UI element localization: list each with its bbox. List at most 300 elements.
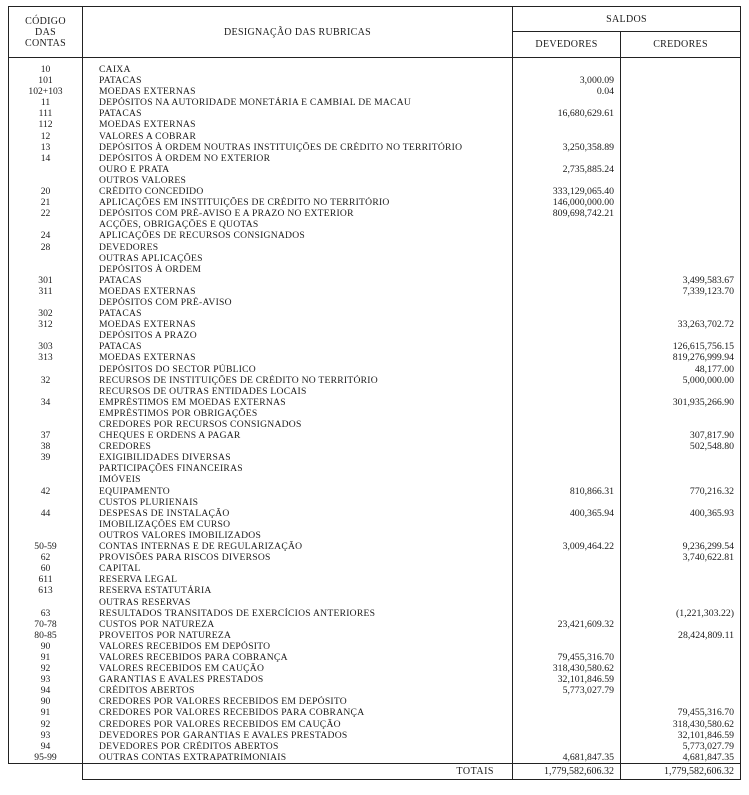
account-designation: CAPITAL xyxy=(83,563,513,574)
credit-balance xyxy=(621,208,741,219)
account-code: 92 xyxy=(9,719,83,730)
table-row xyxy=(9,441,741,452)
credit-balance xyxy=(621,86,741,97)
table-row xyxy=(9,131,741,142)
account-designation: DEPÓSITOS À ORDEM xyxy=(83,264,513,275)
account-designation: CONTAS INTERNAS E DE REGULARIZAÇÃO xyxy=(83,541,513,552)
debit-balance: 4,681,847.35 xyxy=(513,752,621,764)
table-row xyxy=(9,585,741,596)
account-designation: DEPÓSITOS À ORDEM NO EXTERIOR xyxy=(83,153,513,164)
account-designation: DEPÓSITOS COM PRÉ-AVISO xyxy=(83,297,513,308)
debit-balance xyxy=(513,230,621,241)
table-row xyxy=(9,364,741,375)
credit-balance xyxy=(621,97,741,108)
account-code: 95-99 xyxy=(9,752,83,764)
credit-balance xyxy=(621,297,741,308)
account-designation: DEPÓSITOS À ORDEM NOUTRAS INSTITUIÇÕES DE CRÉDITO NO TERRITÓRIO xyxy=(83,142,513,153)
credit-balance: 770,216.32 xyxy=(621,486,741,497)
table-row xyxy=(9,663,741,674)
account-designation: OUTROS VALORES IMOBILIZADOS xyxy=(83,530,513,541)
credit-balance: 5,000,000.00 xyxy=(621,375,741,386)
table-row xyxy=(9,741,741,752)
account-designation: MOEDAS EXTERNAS xyxy=(83,86,513,97)
debit-balance: 0.04 xyxy=(513,86,621,97)
account-code: 70-78 xyxy=(9,619,83,630)
credit-balance xyxy=(621,519,741,530)
account-designation: DEVEDORES POR GARANTIAS E AVALES PRESTADOS xyxy=(83,730,513,741)
account-code: 34 xyxy=(9,397,83,408)
account-code xyxy=(9,497,83,508)
debit-balance xyxy=(513,497,621,508)
debit-balance xyxy=(513,58,621,76)
account-designation: MOEDAS EXTERNAS xyxy=(83,319,513,330)
table-row xyxy=(9,685,741,696)
credit-balance: 3,740,622.81 xyxy=(621,552,741,563)
account-code: 11 xyxy=(9,97,83,108)
credit-balance: 126,615,756.15 xyxy=(621,341,741,352)
debit-balance: 3,000.09 xyxy=(513,75,621,86)
account-designation: PATACAS xyxy=(83,308,513,319)
debit-balance xyxy=(513,719,621,730)
debit-balance xyxy=(513,452,621,463)
table-row xyxy=(9,463,741,474)
account-designation: MOEDAS EXTERNAS xyxy=(83,286,513,297)
account-code xyxy=(9,386,83,397)
table-row xyxy=(9,97,741,108)
credit-balance xyxy=(621,419,741,430)
table-row xyxy=(9,497,741,508)
account-code: 20 xyxy=(9,186,83,197)
table-row xyxy=(9,297,741,308)
debit-balance xyxy=(513,219,621,230)
account-code: 94 xyxy=(9,741,83,752)
table-row xyxy=(9,264,741,275)
debit-balance: 810,866.31 xyxy=(513,486,621,497)
debit-balance xyxy=(513,264,621,275)
table-row xyxy=(9,375,741,386)
account-designation: RESULTADOS TRANSITADOS DE EXERCÍCIOS ANTERIORES xyxy=(83,608,513,619)
table-row xyxy=(9,486,741,497)
debit-balance: 32,101,846.59 xyxy=(513,674,621,685)
credit-balance: 400,365.93 xyxy=(621,508,741,519)
credit-balance xyxy=(621,153,741,164)
account-code: 24 xyxy=(9,230,83,241)
debit-balance: 23,421,609.32 xyxy=(513,619,621,630)
debit-balance xyxy=(513,97,621,108)
account-code: 32 xyxy=(9,375,83,386)
account-code: 42 xyxy=(9,486,83,497)
debit-balance xyxy=(513,364,621,375)
account-code: 613 xyxy=(9,585,83,596)
debit-balance xyxy=(513,597,621,608)
table-row xyxy=(9,597,741,608)
debit-balance: 2,735,885.24 xyxy=(513,164,621,175)
debit-balance: 5,773,027.79 xyxy=(513,685,621,696)
credit-balance: 48,177.00 xyxy=(621,364,741,375)
account-code: 302 xyxy=(9,308,83,319)
debit-balance xyxy=(513,430,621,441)
table-row xyxy=(9,519,741,530)
account-designation: RECURSOS DE INSTITUIÇÕES DE CRÉDITO NO TERRITÓRIO xyxy=(83,375,513,386)
credit-balance xyxy=(621,386,741,397)
debit-balance xyxy=(513,330,621,341)
table-row xyxy=(9,219,741,230)
account-code xyxy=(9,297,83,308)
credit-balance: 79,455,316.70 xyxy=(621,707,741,718)
table-row xyxy=(9,275,741,286)
account-designation: CRÉDITO CONCEDIDO xyxy=(83,186,513,197)
account-designation: EXIGIBILIDADES DIVERSAS xyxy=(83,452,513,463)
account-code: 14 xyxy=(9,153,83,164)
account-designation: MOEDAS EXTERNAS xyxy=(83,352,513,363)
account-code: 37 xyxy=(9,430,83,441)
account-code: 311 xyxy=(9,286,83,297)
account-code: 94 xyxy=(9,685,83,696)
account-code: 62 xyxy=(9,552,83,563)
debit-balance xyxy=(513,641,621,652)
table-row xyxy=(9,574,741,585)
debit-balance: 318,430,580.62 xyxy=(513,663,621,674)
account-code: 301 xyxy=(9,275,83,286)
table-row xyxy=(9,58,741,76)
account-designation: PROVISÕES PARA RISCOS DIVERSOS xyxy=(83,552,513,563)
account-code: 101 xyxy=(9,75,83,86)
account-designation: DEPÓSITOS A PRAZO xyxy=(83,330,513,341)
credit-balance xyxy=(621,652,741,663)
credit-balance xyxy=(621,186,741,197)
account-designation: PROVEITOS POR NATUREZA xyxy=(83,630,513,641)
account-rows xyxy=(9,58,741,764)
debit-balance: 3,009,464.22 xyxy=(513,541,621,552)
account-designation: ACÇÕES, OBRIGAÇÕES E QUOTAS xyxy=(83,219,513,230)
account-code xyxy=(9,463,83,474)
credit-balance: 28,424,809.11 xyxy=(621,630,741,641)
account-designation: OUTRAS RESERVAS xyxy=(83,597,513,608)
account-code: 93 xyxy=(9,674,83,685)
account-designation: APLICAÇÕES EM INSTITUIÇÕES DE CRÉDITO NO TERRITÓRIO xyxy=(83,197,513,208)
account-code xyxy=(9,164,83,175)
debit-balance xyxy=(513,741,621,752)
balances-header: SALDOS xyxy=(513,7,741,32)
credit-balance: 502,548.80 xyxy=(621,441,741,452)
debit-balance xyxy=(513,474,621,485)
account-code xyxy=(9,419,83,430)
credit-balance: 7,339,123.70 xyxy=(621,286,741,297)
debit-balance xyxy=(513,441,621,452)
table-row xyxy=(9,308,741,319)
account-code xyxy=(9,474,83,485)
table-row xyxy=(9,153,741,164)
account-code: 93 xyxy=(9,730,83,741)
credit-balance xyxy=(621,641,741,652)
debit-balance: 400,365.94 xyxy=(513,508,621,519)
account-designation: CAIXA xyxy=(83,58,513,76)
account-designation: DEPÓSITOS DO SECTOR PÚBLICO xyxy=(83,364,513,375)
account-designation: CUSTOS PLURIENAIS xyxy=(83,497,513,508)
credit-balance xyxy=(621,597,741,608)
debit-balance xyxy=(513,463,621,474)
account-designation: DEVEDORES xyxy=(83,242,513,253)
debit-balance xyxy=(513,131,621,142)
table-row xyxy=(9,719,741,730)
account-code xyxy=(9,264,83,275)
account-code xyxy=(9,330,83,341)
credit-balance: 5,773,027.79 xyxy=(621,741,741,752)
table-row xyxy=(9,175,741,186)
account-designation: RESERVA ESTATUTÁRIA xyxy=(83,585,513,596)
account-designation: CUSTOS POR NATUREZA xyxy=(83,619,513,630)
account-designation: EMPRÉSTIMOS POR OBRIGAÇÕES xyxy=(83,408,513,419)
account-designation: RESERVA LEGAL xyxy=(83,574,513,585)
account-designation: DEPÓSITOS NA AUTORIDADE MONETÁRIA E CAMBIAL DE MACAU xyxy=(83,97,513,108)
designation-column-header: DESIGNAÇÃO DAS RUBRICAS xyxy=(83,7,513,58)
debit-balance xyxy=(513,696,621,707)
account-code: 10 xyxy=(9,58,83,76)
table-row xyxy=(9,563,741,574)
account-designation: DEVEDORES POR CRÉDITOS ABERTOS xyxy=(83,741,513,752)
credit-balance xyxy=(621,330,741,341)
account-code: 21 xyxy=(9,197,83,208)
account-designation: DEPÓSITOS COM PRÉ-AVISO E A PRAZO NO EXTERIOR xyxy=(83,208,513,219)
account-code: 13 xyxy=(9,142,83,153)
account-designation: PATACAS xyxy=(83,75,513,86)
debit-balance: 3,250,358.89 xyxy=(513,142,621,153)
account-designation: CREDORES POR VALORES RECEBIDOS EM DEPÓSITO xyxy=(83,696,513,707)
credit-balance xyxy=(621,619,741,630)
table-row xyxy=(9,286,741,297)
debit-balance xyxy=(513,341,621,352)
debit-balance xyxy=(513,563,621,574)
table-row xyxy=(9,119,741,130)
table-row xyxy=(9,752,741,764)
total-credit: 1,779,582,606.32 xyxy=(621,763,741,779)
credit-balance xyxy=(621,463,741,474)
account-designation: VALORES A COBRAR xyxy=(83,131,513,142)
account-designation: DESPESAS DE INSTALAÇÃO xyxy=(83,508,513,519)
debit-balance: 146,000,000.00 xyxy=(513,197,621,208)
table-row xyxy=(9,707,741,718)
credit-balance: 33,263,702.72 xyxy=(621,319,741,330)
credit-balance xyxy=(621,230,741,241)
debit-balance xyxy=(513,275,621,286)
credit-balance xyxy=(621,452,741,463)
account-code xyxy=(9,253,83,264)
table-row xyxy=(9,541,741,552)
balance-table xyxy=(8,6,741,780)
table-row xyxy=(9,108,741,119)
table-row xyxy=(9,696,741,707)
debit-balance xyxy=(513,419,621,430)
account-code: 28 xyxy=(9,242,83,253)
account-code: 12 xyxy=(9,131,83,142)
credit-balance xyxy=(621,674,741,685)
credit-balance xyxy=(621,696,741,707)
account-code: 38 xyxy=(9,441,83,452)
account-designation: CREDORES POR RECURSOS CONSIGNADOS xyxy=(83,419,513,430)
table-row xyxy=(9,397,741,408)
account-designation: PATACAS xyxy=(83,108,513,119)
debit-balance xyxy=(513,153,621,164)
debit-balance xyxy=(513,707,621,718)
credit-balance xyxy=(621,142,741,153)
account-designation: PATACAS xyxy=(83,341,513,352)
account-designation: OUTRAS APLICAÇÕES xyxy=(83,253,513,264)
debit-balance xyxy=(513,519,621,530)
account-code xyxy=(9,597,83,608)
credit-balance: 32,101,846.59 xyxy=(621,730,741,741)
account-designation: OURO E PRATA xyxy=(83,164,513,175)
account-code: 111 xyxy=(9,108,83,119)
table-row xyxy=(9,208,741,219)
account-designation: OUTRAS CONTAS EXTRAPATRIMONIAIS xyxy=(83,752,513,764)
account-code: 60 xyxy=(9,563,83,574)
account-designation: OUTROS VALORES xyxy=(83,175,513,186)
debit-balance xyxy=(513,397,621,408)
debit-balance xyxy=(513,253,621,264)
account-code xyxy=(9,519,83,530)
table-row xyxy=(9,352,741,363)
credit-balance xyxy=(621,58,741,76)
table-row xyxy=(9,197,741,208)
table-row xyxy=(9,386,741,397)
account-code: 312 xyxy=(9,319,83,330)
table-row xyxy=(9,530,741,541)
account-code: 39 xyxy=(9,452,83,463)
account-code xyxy=(9,364,83,375)
totals-row xyxy=(9,763,741,779)
credit-balance xyxy=(621,563,741,574)
account-code: 63 xyxy=(9,608,83,619)
account-designation: EMPRÉSTIMOS EM MOEDAS EXTERNAS xyxy=(83,397,513,408)
account-designation: APLICAÇÕES DE RECURSOS CONSIGNADOS xyxy=(83,230,513,241)
table-row xyxy=(9,508,741,519)
account-designation: PARTICIPAÇÕES FINANCEIRAS xyxy=(83,463,513,474)
credit-balance xyxy=(621,663,741,674)
credit-balance xyxy=(621,530,741,541)
debit-balance: 333,129,065.40 xyxy=(513,186,621,197)
table-row xyxy=(9,474,741,485)
table-row xyxy=(9,75,741,86)
table-row xyxy=(9,230,741,241)
table-row xyxy=(9,552,741,563)
credit-balance xyxy=(621,108,741,119)
account-designation: CHEQUES E ORDENS A PAGAR xyxy=(83,430,513,441)
credit-balance xyxy=(621,264,741,275)
table-row xyxy=(9,419,741,430)
table-row xyxy=(9,674,741,685)
table-row xyxy=(9,652,741,663)
account-code: 303 xyxy=(9,341,83,352)
credit-balance xyxy=(621,131,741,142)
credit-balance xyxy=(621,197,741,208)
table-row xyxy=(9,164,741,175)
credit-balance xyxy=(621,253,741,264)
account-code: 90 xyxy=(9,641,83,652)
credit-balance: 819,276,999.94 xyxy=(621,352,741,363)
account-designation: CREDORES xyxy=(83,441,513,452)
account-code: 44 xyxy=(9,508,83,519)
table-row xyxy=(9,730,741,741)
account-designation: CREDORES POR VALORES RECEBIDOS PARA COBRANÇA xyxy=(83,707,513,718)
account-code: 50-59 xyxy=(9,541,83,552)
total-debit: 1,779,582,606.32 xyxy=(513,763,621,779)
debit-balance xyxy=(513,730,621,741)
debit-balance xyxy=(513,119,621,130)
debit-balance xyxy=(513,408,621,419)
credit-balance: 318,430,580.62 xyxy=(621,719,741,730)
debit-balance xyxy=(513,630,621,641)
table-row xyxy=(9,619,741,630)
credit-balance xyxy=(621,219,741,230)
account-code xyxy=(9,175,83,186)
credit-balance xyxy=(621,574,741,585)
credit-balance xyxy=(621,308,741,319)
table-row xyxy=(9,452,741,463)
credit-balance: 301,935,266.90 xyxy=(621,397,741,408)
account-designation: MOEDAS EXTERNAS xyxy=(83,119,513,130)
table-row xyxy=(9,341,741,352)
table-row xyxy=(9,608,741,619)
account-designation: GARANTIAS E AVALES PRESTADOS xyxy=(83,674,513,685)
account-code: 611 xyxy=(9,574,83,585)
credit-balance xyxy=(621,408,741,419)
table-row xyxy=(9,242,741,253)
table-row xyxy=(9,86,741,97)
account-code xyxy=(9,408,83,419)
credit-balance xyxy=(621,685,741,696)
credit-balance xyxy=(621,242,741,253)
credit-balance: 3,499,583.67 xyxy=(621,275,741,286)
code-column-header: CÓDIGO DAS CONTAS xyxy=(9,7,83,58)
table-row xyxy=(9,142,741,153)
account-code: 112 xyxy=(9,119,83,130)
credit-balance: 307,817.90 xyxy=(621,430,741,441)
account-designation: IMÓVEIS xyxy=(83,474,513,485)
account-designation: CREDORES POR VALORES RECEBIDOS EM CAUÇÃO xyxy=(83,719,513,730)
account-designation: RECURSOS DE OUTRAS ENTIDADES LOCAIS xyxy=(83,386,513,397)
debit-balance: 16,680,629.61 xyxy=(513,108,621,119)
account-code xyxy=(9,219,83,230)
credit-balance xyxy=(621,164,741,175)
account-code: 102+103 xyxy=(9,86,83,97)
debit-balance xyxy=(513,375,621,386)
account-designation: PATACAS xyxy=(83,275,513,286)
table-row xyxy=(9,330,741,341)
credit-balance: 4,681,847.35 xyxy=(621,752,741,764)
account-code: 92 xyxy=(9,663,83,674)
account-designation: VALORES RECEBIDOS EM CAUÇÃO xyxy=(83,663,513,674)
account-designation: VALORES RECEBIDOS PARA COBRANÇA xyxy=(83,652,513,663)
account-code: 90 xyxy=(9,696,83,707)
debit-balance xyxy=(513,286,621,297)
account-code xyxy=(9,530,83,541)
debit-balance xyxy=(513,297,621,308)
debit-balance xyxy=(513,319,621,330)
debit-balance xyxy=(513,308,621,319)
table-row xyxy=(9,430,741,441)
debit-balance: 809,698,742.21 xyxy=(513,208,621,219)
debit-balance xyxy=(513,352,621,363)
credit-column-header: CREDORES xyxy=(621,32,741,58)
credit-balance xyxy=(621,497,741,508)
debit-balance xyxy=(513,608,621,619)
account-designation: IMOBILIZAÇÕES EM CURSO xyxy=(83,519,513,530)
account-code: 313 xyxy=(9,352,83,363)
account-designation: VALORES RECEBIDOS EM DEPÓSITO xyxy=(83,641,513,652)
credit-balance xyxy=(621,75,741,86)
debit-balance: 79,455,316.70 xyxy=(513,652,621,663)
table-row xyxy=(9,319,741,330)
